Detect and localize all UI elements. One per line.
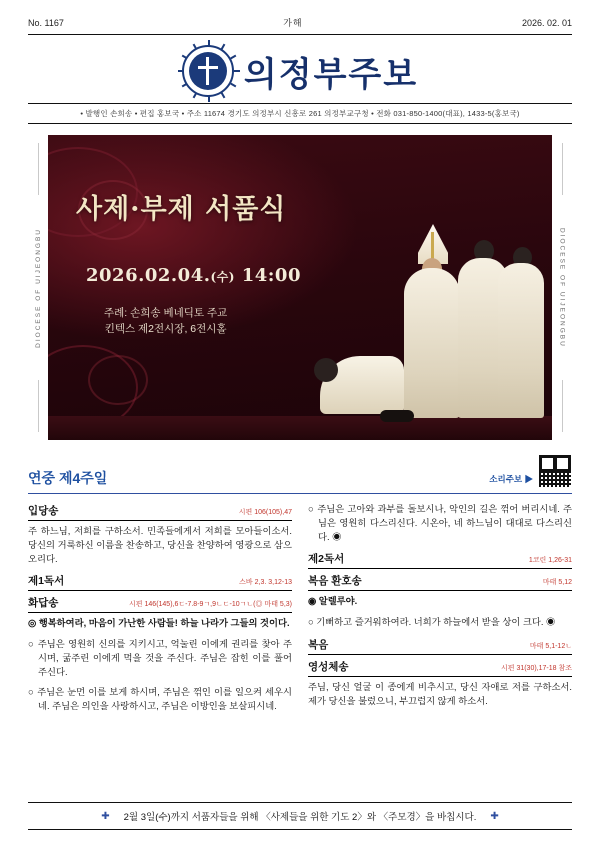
issue-date: 2026. 02. 01 [521,17,572,28]
poster-details [104,305,227,338]
block-text [308,595,572,609]
left-column [28,503,292,721]
footer-notice [28,802,572,830]
verse-text: 주님은 영원히 신의를 지키시고, 억눌린 이에게 권리를 찾아 주시며, 굶주린 이에게 먹을 것을 주신다. 주님은 잡힌 이를 풀어 주신다. [37,639,292,677]
right-column [308,503,572,721]
block-text [28,638,292,679]
block-reference: 시편 106(105),47 [238,509,292,516]
verse-mark: ○ [28,639,35,649]
poster-weekday: (수) [210,270,235,284]
block-title: 입당송 [28,505,59,517]
bishop-figure [404,268,460,418]
audio-bulletin-group[interactable] [489,454,572,488]
block-text [28,686,292,714]
liturgical-cycle: 가해 [283,18,303,28]
block-text [28,617,292,631]
response-text: 알렐루야. [318,596,358,607]
page-header [28,0,572,35]
entrance-antiphon-block [28,503,292,566]
poster-venue: 킨텍스 제2전시장, 6전시홀 [104,323,227,336]
kneeling-ordinand-shoe [380,410,414,422]
block-reference: 스바 2,3. 3,12-13 [239,579,292,587]
page-title: 연중 제4주일 [28,470,108,486]
poster-datetime [86,265,301,286]
psalm-continuation-block [308,503,572,544]
second-reading-block [308,551,572,569]
block-title: 제1독서 [28,575,65,588]
block-title: 복음 [308,638,329,651]
audio-bulletin-label[interactable]: 소리주보 ▶ [489,474,533,484]
cross-ornament-icon: ✚ [490,810,499,822]
masthead [28,35,572,103]
response-mark: ◎ [28,618,37,629]
liturgy-columns [28,503,572,721]
verse-text: 주님은 눈먼 이를 보게 하시며, 주님은 꺾인 이를 일으켜 세우시네. 주님은 의인을 사랑하시고, 주님은 이방인을 보살피시네. [37,687,292,711]
first-reading-block [28,573,292,591]
block-reference: 시편 146(145),6ㄷ-7.8-9ㄱ,9ㄴㄷ-10ㄱㄴ(◎ 마태 5,3) [129,601,292,609]
issue-number: No. 1167 [28,17,64,28]
block-text: 주 하느님, 저희를 구하소서. 민족들에게서 저희를 모아들이소서. 당신의 거룩하신 이름을 찬송하고, 당신을 찬양하여 영광으로 삼으오리다. [28,526,292,564]
ordination-poster-image [48,135,552,440]
poster-title: 사제·부제 서품식 [76,194,287,225]
publisher-info: • 발행인 손희송 • 편집 홍보국 • 주소 11674 경기도 의정부시 신흥로 261 의정부교구청 • 전화 031-850-1400(대표), 1433-5(홍보국) [28,103,572,124]
poster-time: 14:00 [241,265,301,286]
publication-title: 의정부주보 [243,54,419,95]
deacon-figure [498,263,544,418]
verse-mark: ○ [308,504,315,514]
diocese-emblem-icon [182,45,234,97]
block-title: 복음 환호송 [308,575,362,588]
block-reference: 마태 5,1-12ㄴ [529,642,572,650]
responsorial-psalm-block [28,595,292,714]
block-reference: 1코린 1,26-31 [528,557,572,565]
poster-date: 2026.02.04. [86,265,211,286]
liturgy-section-header [28,454,572,494]
poster-presider: 주례: 손희송 베네딕토 주교 [104,307,228,319]
cross-ornament-icon: ✚ [101,810,110,822]
gospel-block [308,637,572,655]
block-title: 영성체송 [308,660,349,673]
response-mark: ◉ [308,596,317,607]
side-label-right-text: DIOCESE OF UIJEONGBU [558,227,566,348]
block-title: 화답송 [28,597,59,610]
stage-floor [48,416,552,440]
block-text: 주님, 당신 얼굴 이 종에게 비추시고, 당신 자애로 저를 구하소서. 제가 당신을 불렀으니, 부끄럽지 않게 하소서. [308,681,572,706]
verse-text: 기뻐하고 즐거워하여라. 너희가 하늘에서 받을 상이 크다. ◉ [316,617,556,627]
poster-section [28,135,572,440]
side-label-left-text: DIOCESE OF UIJEONGBU [34,227,42,348]
block-reference: 마태 5,12 [542,579,572,587]
block-reference: 시편 31(30),17-18 참조 [500,664,572,672]
gospel-acclamation-block [308,573,572,630]
side-label-right [552,135,572,440]
qr-code[interactable] [538,454,572,488]
communion-antiphon-block [308,659,572,709]
response-text: 행복하여라, 마음이 가난한 사람들! 하늘 나라가 그들의 것이다. [38,618,290,629]
side-label-left [28,135,48,440]
kneeling-ordinand-head [314,358,338,382]
block-text [308,616,572,630]
footer-text: 2월 3일(수)까지 서품자들을 위해 〈사제들을 위한 기도 2〉와 〈주모경〉을 바칩시다. [123,812,477,823]
block-title: 제2독서 [308,553,345,566]
verse-mark: ○ [308,617,314,627]
verse-text: 주님은 고아와 과부를 돌보시나, 악인의 길은 꺾어 버리시네. 주님은 영원히 다스리신다. 시온아, 네 하느님이 대대로 다스리신다. ◉ [317,504,572,542]
decor-swirl [88,355,148,405]
block-text [308,503,572,544]
verse-mark: ○ [28,687,35,698]
